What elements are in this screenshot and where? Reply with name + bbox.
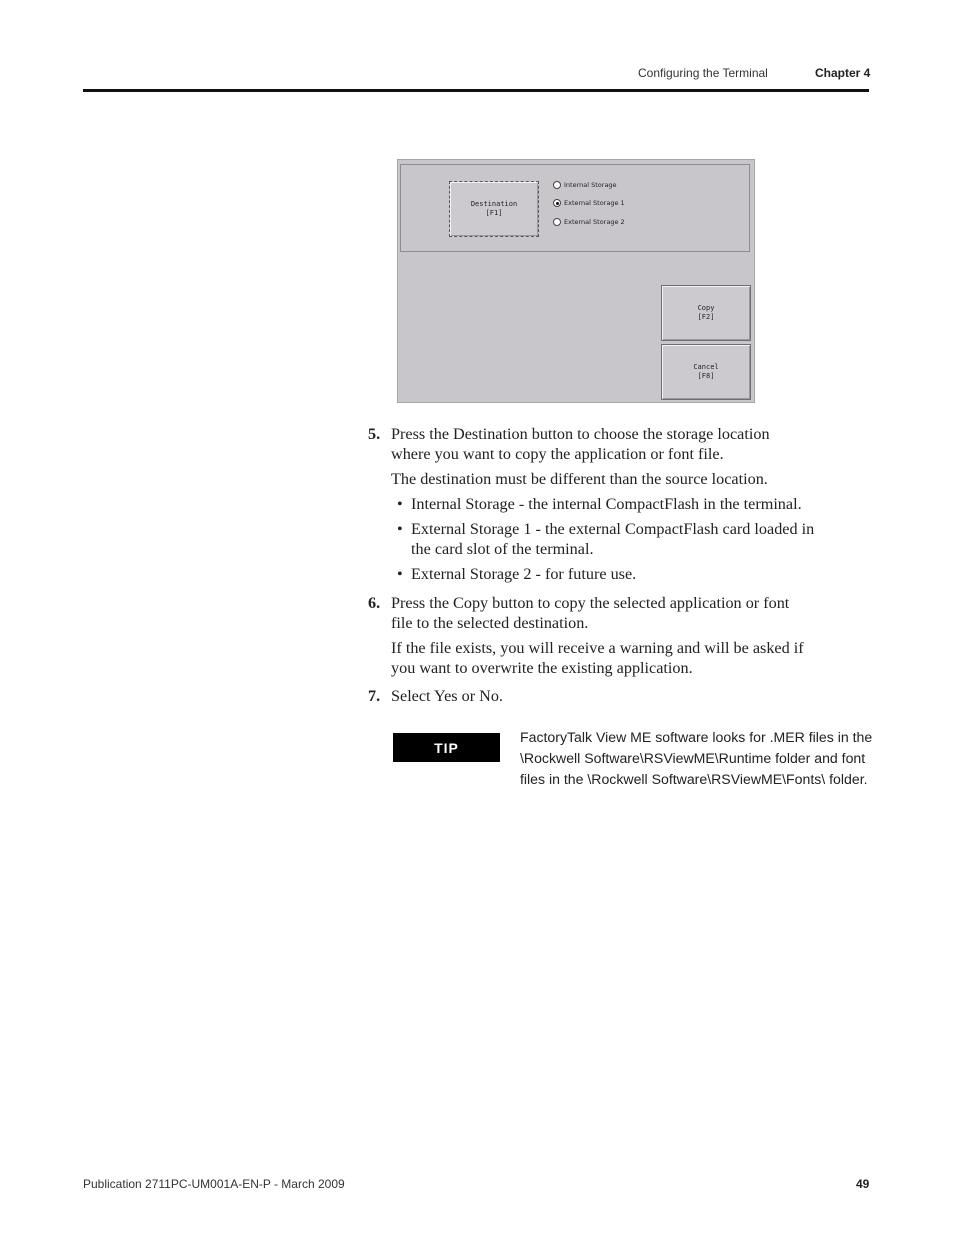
step-6-note-line-1: If the file exists, you will receive a warning and will be asked if — [391, 639, 804, 657]
radio-label: Internal Storage — [564, 181, 617, 189]
step-5-line-1: Press the Destination button to choose the storage location — [391, 425, 770, 443]
copy-button[interactable] — [661, 285, 751, 341]
cancel-button-key: [F8] — [697, 372, 715, 380]
bullet-internal-storage — [397, 494, 802, 514]
copy-button-label: Copy — [697, 304, 715, 312]
tip-text — [520, 727, 876, 790]
bullet-external-storage-1 — [397, 519, 815, 558]
step-6-note-line-2: you want to overwrite the existing application. — [391, 659, 693, 677]
step-6-line-2: file to the selected destination. — [391, 614, 589, 632]
cancel-button[interactable] — [661, 344, 751, 400]
step-5-number: 5. — [368, 425, 381, 443]
step-6-number: 6. — [368, 594, 381, 612]
destination-button-key: [F1] — [485, 209, 503, 217]
bullet-text: External Storage 1 - the external CompactFlash card loaded in — [411, 520, 815, 538]
tip-label: TIP — [393, 733, 500, 762]
cancel-button-label: Cancel — [693, 363, 719, 371]
header-rule — [83, 89, 869, 92]
step-5-line-2: where you want to copy the application or font file. — [391, 445, 724, 463]
bullet-external-storage-2 — [397, 564, 637, 584]
footer-publication: Publication 2711PC-UM001A-EN-P - March 2009 — [83, 1177, 345, 1191]
bullet-dot: • — [397, 495, 403, 513]
terminal-screenshot — [397, 159, 755, 403]
tip-text-line-2: \Rockwell Software\RSViewME\Runtime folder and font — [520, 750, 866, 766]
tip-text-line-3: files in the \Rockwell Software\RSViewME\Fonts\ folder. — [520, 771, 868, 787]
destination-button-label: Destination — [470, 200, 518, 208]
radio-external-storage-1[interactable] — [553, 199, 625, 207]
bullet-text: External Storage 2 - for future use. — [411, 565, 637, 583]
radio-label: External Storage 1 — [564, 199, 625, 207]
radio-label: External Storage 2 — [564, 218, 625, 226]
bullet-dot: • — [397, 565, 403, 583]
running-header-section: Configuring the Terminal — [638, 66, 768, 80]
step-7-line-1: Select Yes or No. — [391, 687, 503, 705]
destination-group — [400, 164, 750, 252]
bullet-text-continued: the card slot of the terminal. — [411, 540, 594, 558]
running-header-chapter: Chapter 4 — [815, 66, 871, 80]
radio-indicator — [553, 181, 561, 189]
step-6-line-1: Press the Copy button to copy the selected application or font — [391, 594, 790, 612]
radio-internal-storage[interactable] — [553, 181, 617, 189]
radio-external-storage-2[interactable] — [553, 218, 625, 226]
footer-page-number: 49 — [856, 1177, 870, 1191]
copy-button-key: [F2] — [697, 313, 715, 321]
step-5-note: The destination must be different than the source location. — [391, 470, 768, 488]
step-7-number: 7. — [368, 687, 381, 705]
bullet-text: Internal Storage - the internal CompactFlash in the terminal. — [411, 495, 802, 513]
radio-indicator — [553, 218, 561, 226]
destination-button[interactable] — [449, 181, 539, 237]
radio-indicator-selected — [553, 199, 561, 207]
bullet-dot: • — [397, 520, 403, 538]
tip-text-line-1: FactoryTalk View ME software looks for .MER files in the — [520, 729, 873, 745]
